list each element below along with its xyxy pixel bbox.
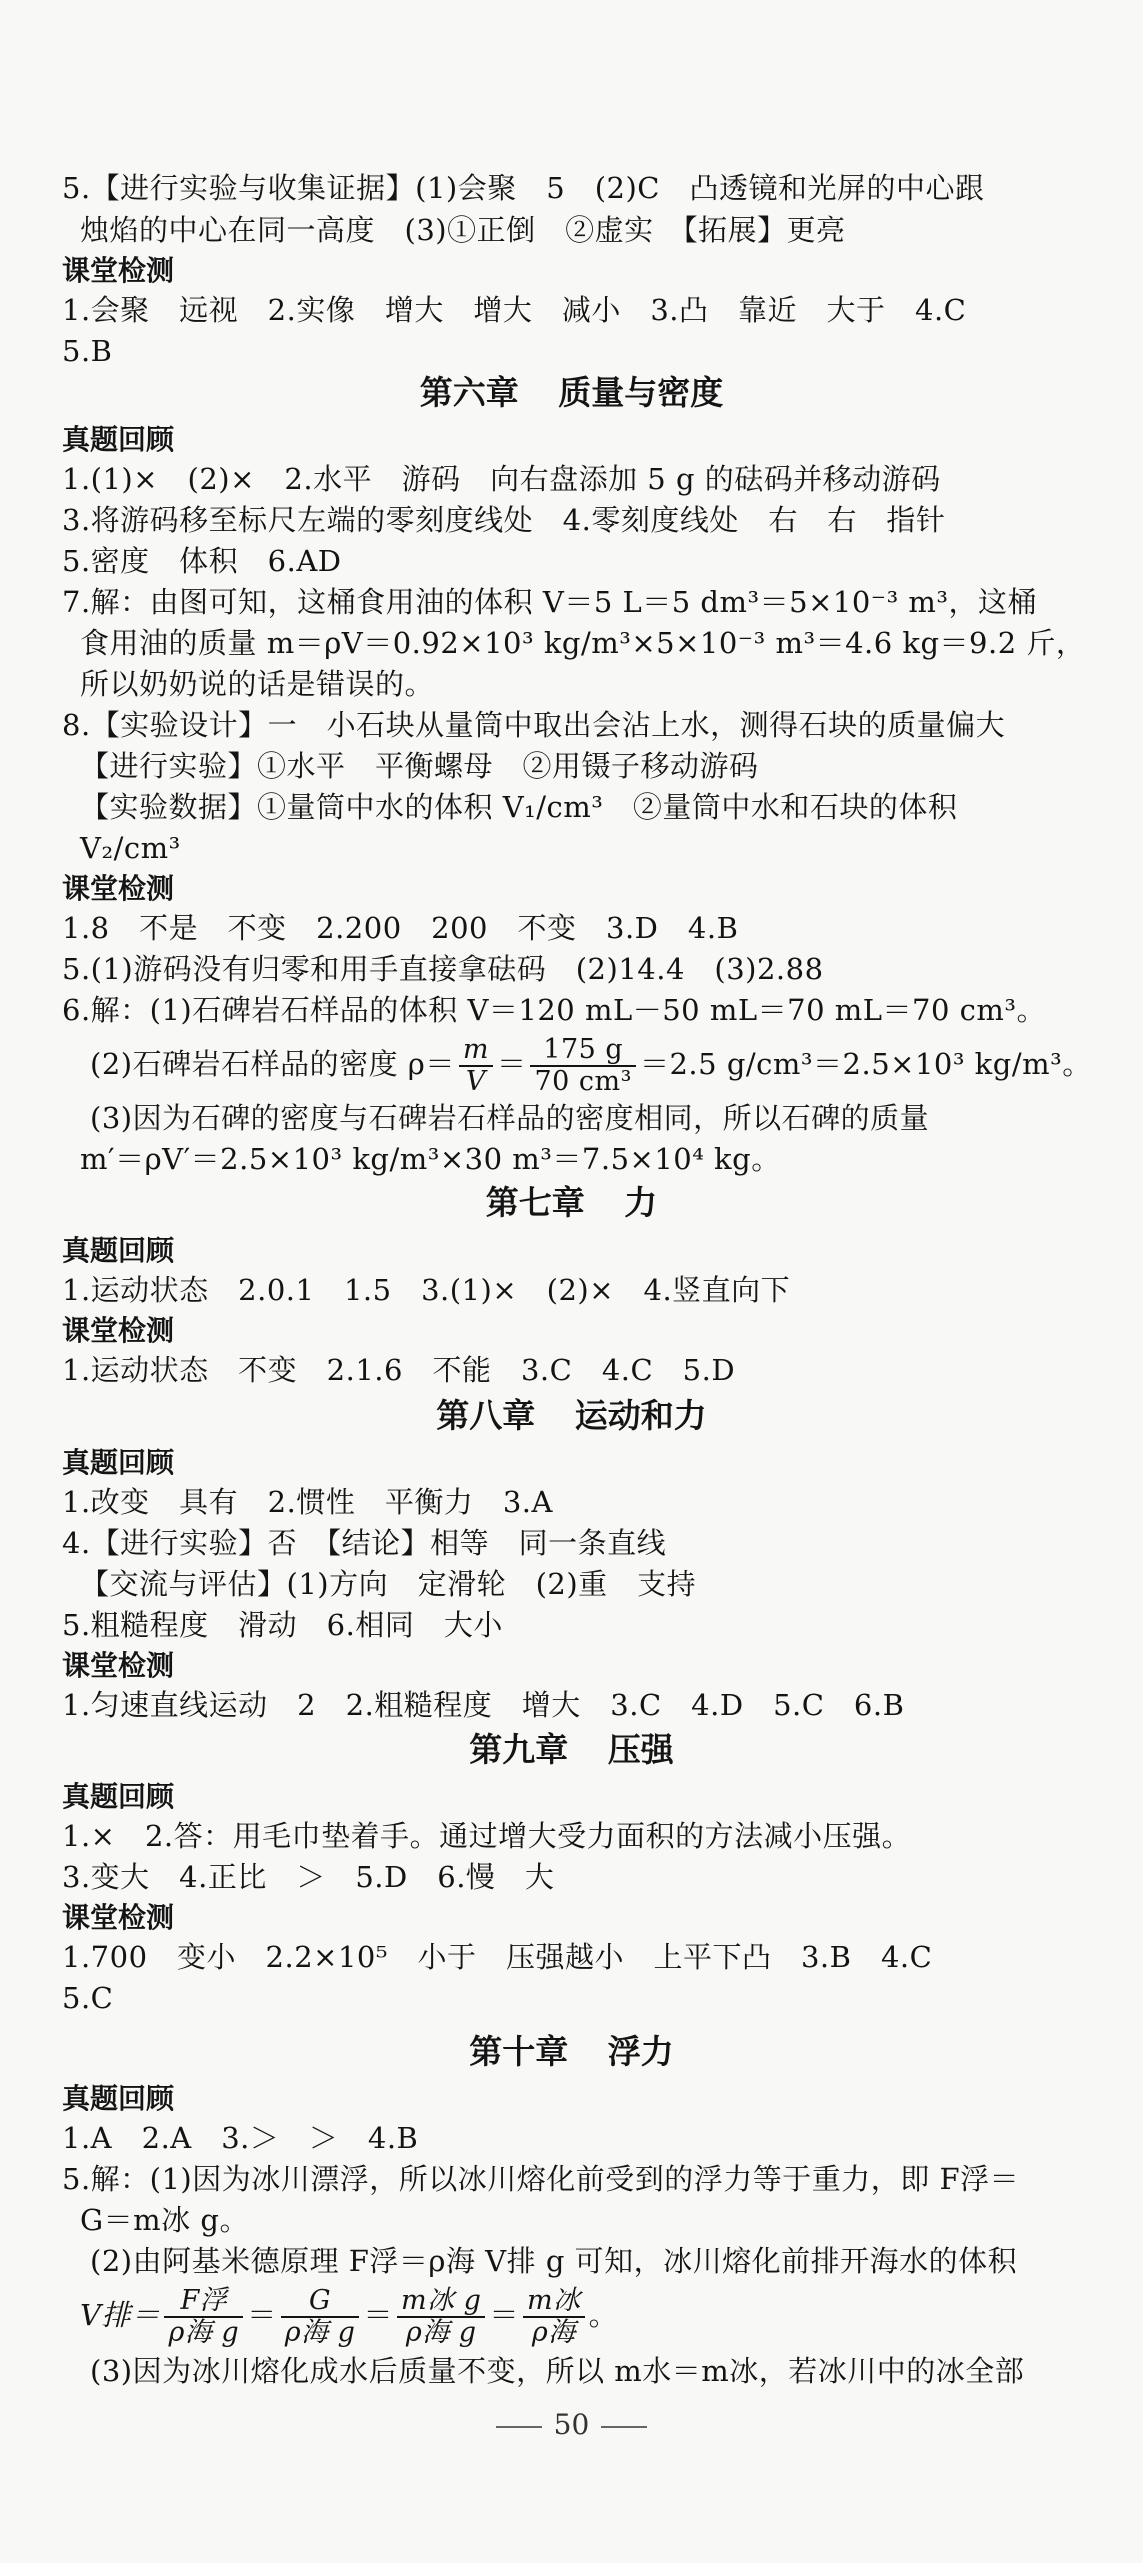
text-line: 1.匀速直线运动 2 2.粗糙程度 增大 3.C 4.D 5.C 6.B [62, 1688, 905, 1722]
chapter-title: 第八章 运动和力 [436, 1396, 707, 1435]
denominator: 70 cm³ [534, 1066, 632, 1097]
chapter-title: 第七章 力 [485, 1183, 658, 1222]
text-line: 1.A 2.A 3.＞ ＞ 4.B [62, 2121, 419, 2155]
text-line: 8.【实验设计】一 小石块从量筒中取出会沾上水，测得石块的质量偏大 [62, 708, 1006, 742]
text-line-with-fraction [90, 1032, 1120, 1097]
fraction [459, 1035, 493, 1097]
text-line: 【交流与评估】(1)方向 定滑轮 (2)重 支持 [80, 1567, 697, 1601]
fraction [397, 2286, 485, 2348]
numerator: G [281, 2286, 360, 2318]
text-line: 5.(1)游码没有归零和用手直接拿砝码 (2)14.4 (3)2.88 [62, 952, 824, 986]
text-line: 1.会聚 远视 2.实像 增大 增大 减小 3.凸 靠近 大于 4.C [62, 293, 967, 327]
text-line: 5.解：(1)因为冰川漂浮，所以冰川熔化前受到的浮力等于重力，即 F浮＝ [62, 2162, 1020, 2196]
numerator: m冰 g [397, 2286, 485, 2318]
page-number-text: 50 [553, 2408, 590, 2441]
fraction [281, 2286, 360, 2348]
text-line: m′＝ρV′＝2.5×10³ kg/m³×30 m³＝7.5×10⁴ kg。 [80, 1142, 781, 1176]
text: ＝ [363, 2298, 393, 2332]
text-line: 1.8 不是 不变 2.200 200 不变 3.D 4.B [62, 911, 739, 945]
denominator: ρ海 [531, 2317, 576, 2348]
text-line: (3)因为石碑的密度与石碑岩石样品的密度相同，所以石碑的质量 [90, 1101, 930, 1135]
page-number-dash-right [601, 2426, 647, 2428]
fraction [523, 2286, 585, 2348]
text-line: 1.700 变小 2.2×10⁵ 小于 压强越小 上平下凸 3.B 4.C [62, 1940, 933, 1974]
fraction [530, 1035, 636, 1097]
numerator: m [459, 1035, 493, 1067]
text: 。 [588, 2298, 619, 2332]
text-line: 烛焰的中心在同一高度 (3)①正倒 ②虚实 【拓展】更亮 [80, 213, 846, 247]
text: V排＝ [80, 2298, 161, 2332]
section-heading-review: 真题回顾 [62, 2082, 175, 2115]
text-line: 6.解：(1)石碑岩石样品的体积 V＝120 mL－50 mL＝70 mL＝70 cm³。 [62, 993, 1046, 1027]
text-line: 【实验数据】①量筒中水的体积 V₁/cm³ ②量筒中水和石块的体积 [80, 790, 958, 824]
text-line: (3)因为冰川熔化成水后质量不变，所以 m水＝m冰，若冰川中的冰全部 [90, 2354, 1025, 2388]
numerator: 175 g [530, 1035, 636, 1067]
text: ＝ [489, 2298, 519, 2332]
text: ＝2.5 g/cm³＝2.5×10³ kg/m³。 [639, 1047, 1092, 1081]
chapter-title: 第九章 压强 [469, 1730, 674, 1769]
text-line: 1.(1)× (2)× 2.水平 游码 向右盘添加 5 g 的砝码并移动游码 [62, 462, 941, 496]
text-line: 7.解：由图可知，这桶食用油的体积 V＝5 L＝5 dm³＝5×10⁻³ m³，这桶 [62, 585, 1038, 619]
text: ＝ [247, 2298, 277, 2332]
page-number-dash-left [496, 2426, 542, 2428]
text-line: 5.【进行实验与收集证据】(1)会聚 5 (2)C 凸透镜和光屏的中心跟 [62, 171, 985, 205]
text-line: 4.【进行实验】否 【结论】相等 同一条直线 [62, 1526, 667, 1560]
section-heading-check: 课堂检测 [62, 1649, 175, 1682]
text-line: V₂/cm³ [80, 831, 181, 865]
text-line: 【进行实验】①水平 平衡螺母 ②用镊子移动游码 [80, 749, 759, 783]
text-line: 5.粗糙程度 滑动 6.相同 大小 [62, 1608, 503, 1642]
denominator: ρ海 g [284, 2317, 356, 2348]
text-line: 1.× 2.答：用毛巾垫着手。通过增大受力面积的方法减小压强。 [62, 1819, 912, 1853]
section-heading-review: 真题回顾 [62, 423, 175, 456]
text-line: (2)由阿基米德原理 F浮＝ρ海 V排 g 可知，冰川熔化前排开海水的体积 [90, 2244, 1018, 2278]
text-line: 5.C [62, 1981, 114, 2015]
numerator: F浮 [164, 2286, 243, 2318]
denominator: V [465, 1066, 486, 1097]
section-heading-review: 真题回顾 [62, 1780, 175, 1813]
text-line: 食用油的质量 m＝ρV＝0.92×10³ kg/m³×5×10⁻³ m³＝4.6 kg＝9.2 斤， [80, 626, 1086, 660]
section-heading-review: 真题回顾 [62, 1446, 175, 1479]
denominator: ρ海 g [168, 2317, 240, 2348]
text-line-with-fraction [80, 2283, 1110, 2348]
text-line: 1.运动状态 2.0.1 1.5 3.(1)× (2)× 4.竖直向下 [62, 1273, 791, 1307]
fraction [164, 2286, 243, 2348]
denominator: ρ海 g [405, 2317, 477, 2348]
text-line: 所以奶奶说的话是错误的。 [80, 667, 435, 701]
chapter-title: 第六章 质量与密度 [419, 373, 724, 412]
section-heading-check: 课堂检测 [62, 1901, 175, 1934]
text-line: 3.变大 4.正比 ＞ 5.D 6.慢 大 [62, 1860, 555, 1894]
chapter-title: 第十章 浮力 [469, 2032, 674, 2071]
text-line: 1.改变 具有 2.惯性 平衡力 3.A [62, 1485, 553, 1519]
text-line: 5.密度 体积 6.AD [62, 544, 342, 578]
text: ＝ [496, 1047, 527, 1081]
text-line: 3.将游码移至标尺左端的零刻度线处 4.零刻度线处 右 右 指针 [62, 503, 946, 537]
text-line: 5.B [62, 334, 113, 368]
section-heading-check: 课堂检测 [62, 1314, 175, 1347]
text-line: 1.运动状态 不变 2.1.6 不能 3.C 4.C 5.D [62, 1353, 736, 1387]
section-heading-review: 真题回顾 [62, 1234, 175, 1267]
numerator: m冰 [523, 2286, 585, 2318]
page-number [0, 2408, 1143, 2441]
text-line: G＝m冰 g。 [80, 2203, 249, 2237]
section-heading-check: 课堂检测 [62, 872, 175, 905]
text: (2)石碑岩石样品的密度 ρ＝ [90, 1047, 455, 1081]
section-heading-check: 课堂检测 [62, 254, 175, 287]
